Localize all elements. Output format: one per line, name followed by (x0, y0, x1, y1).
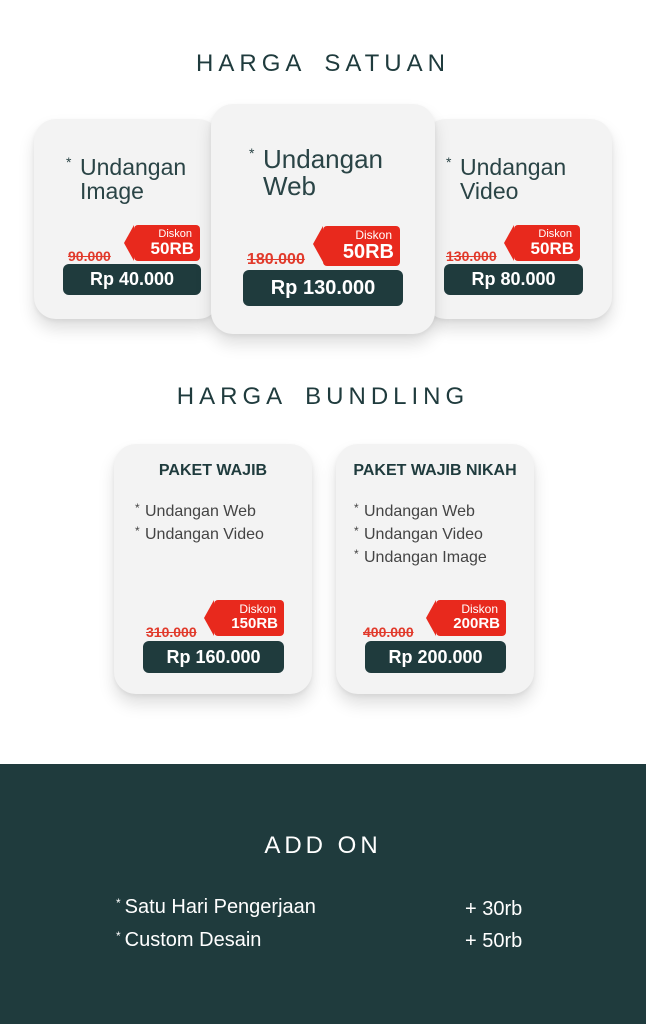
card-title: * Undangan Image (66, 154, 187, 205)
price-button[interactable]: Rp 80.000 (444, 264, 583, 295)
bundle-name: PAKET WAJIB NIKAH (353, 462, 517, 479)
section-title-satuan (0, 50, 646, 78)
bundle-items (135, 500, 264, 546)
card-title: * Undangan Web (249, 144, 383, 202)
discount-tag: Diskon 50RB (323, 226, 400, 266)
list-item: * Undangan Video (354, 523, 487, 546)
title-word: SATUAN (324, 50, 450, 77)
bundle-items (354, 500, 487, 569)
price-card-image[interactable] (34, 119, 220, 319)
price-button[interactable]: Rp 40.000 (63, 264, 201, 295)
addon-item-label: * Custom Desain (116, 929, 262, 951)
old-price: 180.000 (247, 251, 305, 268)
old-price: 400.000 (363, 624, 414, 640)
old-price: 310.000 (146, 624, 197, 640)
price-card-video[interactable] (424, 119, 612, 319)
discount-tag: Diskon 50RB (514, 225, 580, 261)
addon-title: ADD ON (264, 832, 382, 859)
addon-item-price: + 30rb (465, 898, 523, 920)
addon-item-price: + 50rb (465, 930, 523, 952)
bundle-card-paket-wajib-nikah[interactable] (336, 444, 534, 694)
title-word: HARGA (196, 50, 307, 77)
list-item: * Undangan Video (135, 523, 264, 546)
addon-section (0, 764, 646, 1024)
bundle-name: PAKET WAJIB (158, 462, 268, 479)
list-item: * Undangan Web (135, 500, 264, 523)
list-item: * Undangan Web (354, 500, 487, 523)
bundle-card-paket-wajib[interactable] (114, 444, 312, 694)
card-title: * Undangan Video (446, 154, 567, 205)
discount-tag: Diskon 200RB (436, 600, 506, 636)
price-button[interactable]: Rp 130.000 (243, 270, 403, 306)
old-price: 130.000 (446, 248, 497, 264)
title-word: BUNDLING (305, 383, 470, 410)
discount-tag: Diskon 150RB (214, 600, 284, 636)
title-word: HARGA (176, 383, 288, 410)
price-button[interactable]: Rp 160.000 (143, 641, 284, 673)
price-card-web[interactable] (211, 104, 435, 334)
section-title-bundling (0, 383, 646, 411)
addon-item-label: * Satu Hari Pengerjaan (116, 896, 316, 918)
discount-tag: Diskon 50RB (134, 225, 200, 261)
old-price: 90.000 (68, 248, 111, 264)
list-item: * Undangan Image (354, 546, 487, 569)
price-button[interactable]: Rp 200.000 (365, 641, 506, 673)
